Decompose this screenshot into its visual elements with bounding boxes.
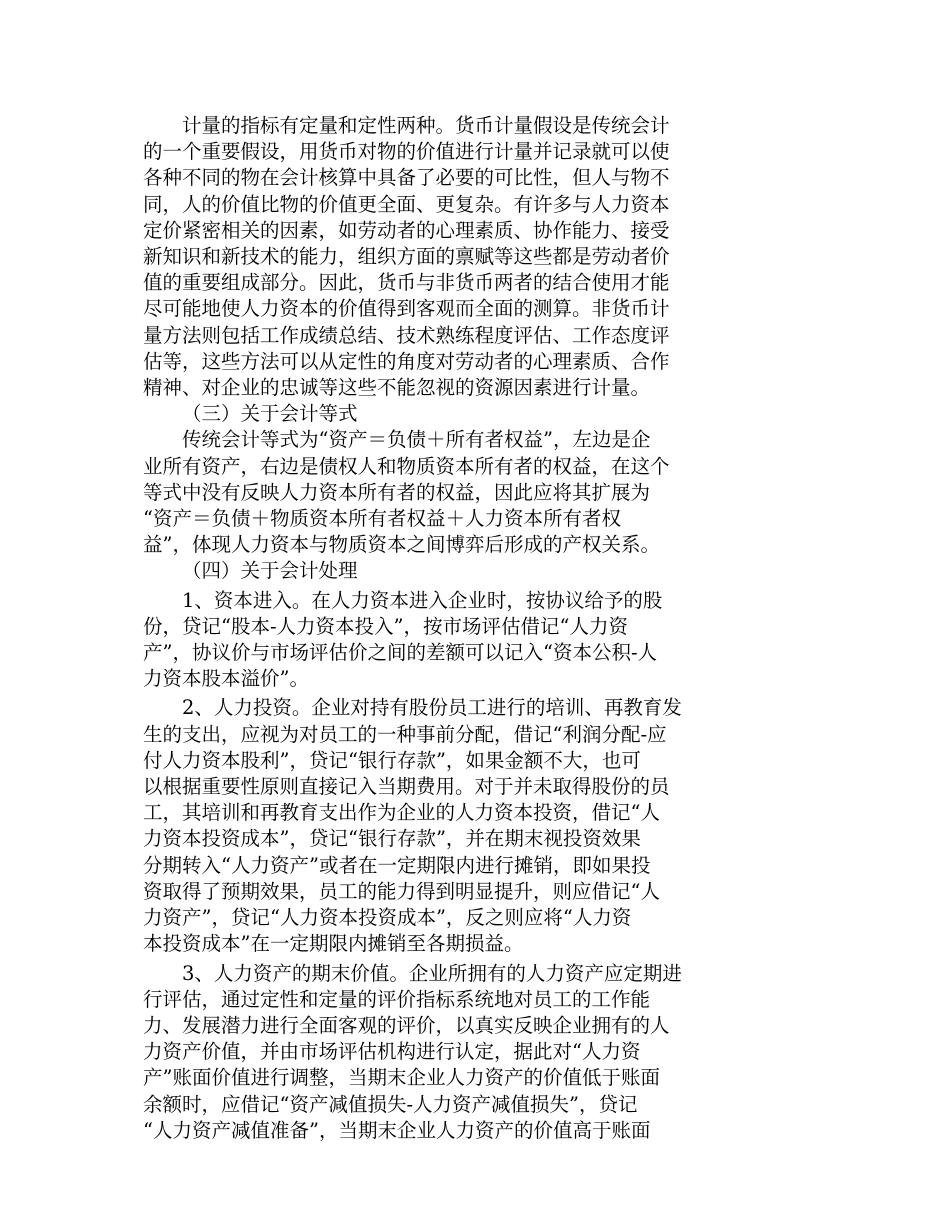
text-line: 等式中没有反映人力资本所有者的权益，因此应将其扩展为: [143, 480, 651, 504]
text-line: 计量的指标有定量和定性两种。货币计量假设是传统会计: [182, 114, 670, 137]
text-line: 尽可能地使人力资本的价值得到客观而全面的测算。非货币计: [143, 297, 670, 321]
text-line: 估等，这些方法可以从定性的角度对劳动者的心理素质、合作: [143, 349, 670, 373]
paragraph-period-end-value: [143, 961, 743, 1144]
paragraph-human-investment: [143, 695, 743, 957]
text-line: 3、人力资产的期末价值。企业所拥有的人力资产应定期进: [182, 961, 682, 985]
text-line: 1、资本进入。在人力资本进入企业时，按协议给予的股: [182, 588, 663, 612]
section-heading-accounting-treatment: （四）关于会计处理: [182, 559, 358, 583]
text-line: 资取得了预期效果，员工的能力得到明显提升，则应借记“人: [143, 879, 660, 903]
text-line: 2、人力投资。企业对持有股份员工进行的培训、再教育发: [182, 696, 682, 720]
text-line: 同，人的价值比物的价值更全面、更复杂。有许多与人力资本: [143, 192, 670, 216]
paragraph-monetary-measurement: [143, 113, 743, 401]
text-line: 力资产价值，并由市场评估机构进行认定，据此对“人力资: [143, 1040, 641, 1064]
text-line: 付人力资本股利”，贷记“银行存款”，如果金额不大，也可: [143, 748, 641, 772]
text-line: 新知识和新技术的能力，组织方面的禀赋等这些都是劳动者价: [143, 245, 670, 269]
text-line: 的一个重要假设，用货币对物的价值进行计量并记录就可以使: [143, 140, 670, 164]
text-line: 行评估，通过定性和定量的评价指标系统地对员工的工作能: [143, 987, 651, 1011]
section-heading-accounting-equation: （三）关于会计等式: [182, 402, 358, 426]
text-line: 精神、对企业的忠诚等这些不能忽视的资源因素进行计量。: [143, 376, 651, 400]
text-line: 力资产”，贷记“人力资本投资成本”，反之则应将“人力资: [143, 906, 632, 930]
text-line: 传统会计等式为“资产＝负债＋所有者权益”，左边是企: [182, 428, 651, 452]
text-line: 值的重要组成部分。因此，货币与非货币两者的结合使用才能: [143, 271, 670, 295]
text-line: 产”账面价值进行调整，当期末企业人力资产的价值低于账面: [143, 1066, 660, 1090]
text-line: 生的支出，应视为对员工的一种事前分配，借记“利润分配-应: [143, 722, 667, 746]
text-line: 定价紧密相关的因素，如劳动者的心理素质、协作能力、接受: [143, 218, 670, 242]
text-line: 益”，体现人力资本与物质资本之间博弈后形成的产权关系。: [143, 533, 660, 557]
text-line: 以根据重要性原则直接记入当期费用。对于并未取得股份的员: [143, 775, 670, 799]
text-line: “资产＝负债＋物质资本所有者权益＋人力资本所有者权: [143, 507, 621, 531]
text-line: 工，其培训和再教育支出作为企业的人力资本投资，借记“人: [143, 801, 660, 825]
text-line: 业所有资产，右边是债权人和物质资本所有者的权益，在这个: [143, 454, 670, 478]
paragraph-accounting-equation: [143, 427, 743, 558]
paragraph-capital-entry: [143, 588, 743, 693]
text-line: 产”，协议价与市场评估价之间的差额可以记入“资本公积-人: [143, 641, 658, 665]
document-body: [143, 113, 743, 1144]
text-line: 力资本股本溢价”。: [143, 667, 309, 691]
text-line: 分期转入“人力资产”或者在一定期限内进行摊销，即如果投: [143, 853, 651, 877]
text-line: 力、发展潜力进行全面客观的评价，以真实反映企业拥有的人: [143, 1013, 670, 1037]
text-line: 余额时，应借记“资产减值损失-人力资产减值损失”，贷记: [143, 1092, 638, 1116]
text-line: 本投资成本”在一定期限内摊销至各期损益。: [143, 932, 524, 956]
text-line: “人力资产减值准备”，当期末企业人力资产的价值高于账面: [143, 1118, 651, 1142]
text-line: 份，贷记“股本-人力资本投入”，按市场评估借记“人力资: [143, 614, 628, 638]
text-line: 量方法则包括工作成绩总结、技术熟练程度评估、工作态度评: [143, 323, 670, 347]
text-line: 各种不同的物在会计核算中具备了必要的可比性，但人与物不: [143, 166, 670, 190]
text-line: 力资本投资成本”，贷记“银行存款”，并在期末视投资效果: [143, 827, 641, 851]
